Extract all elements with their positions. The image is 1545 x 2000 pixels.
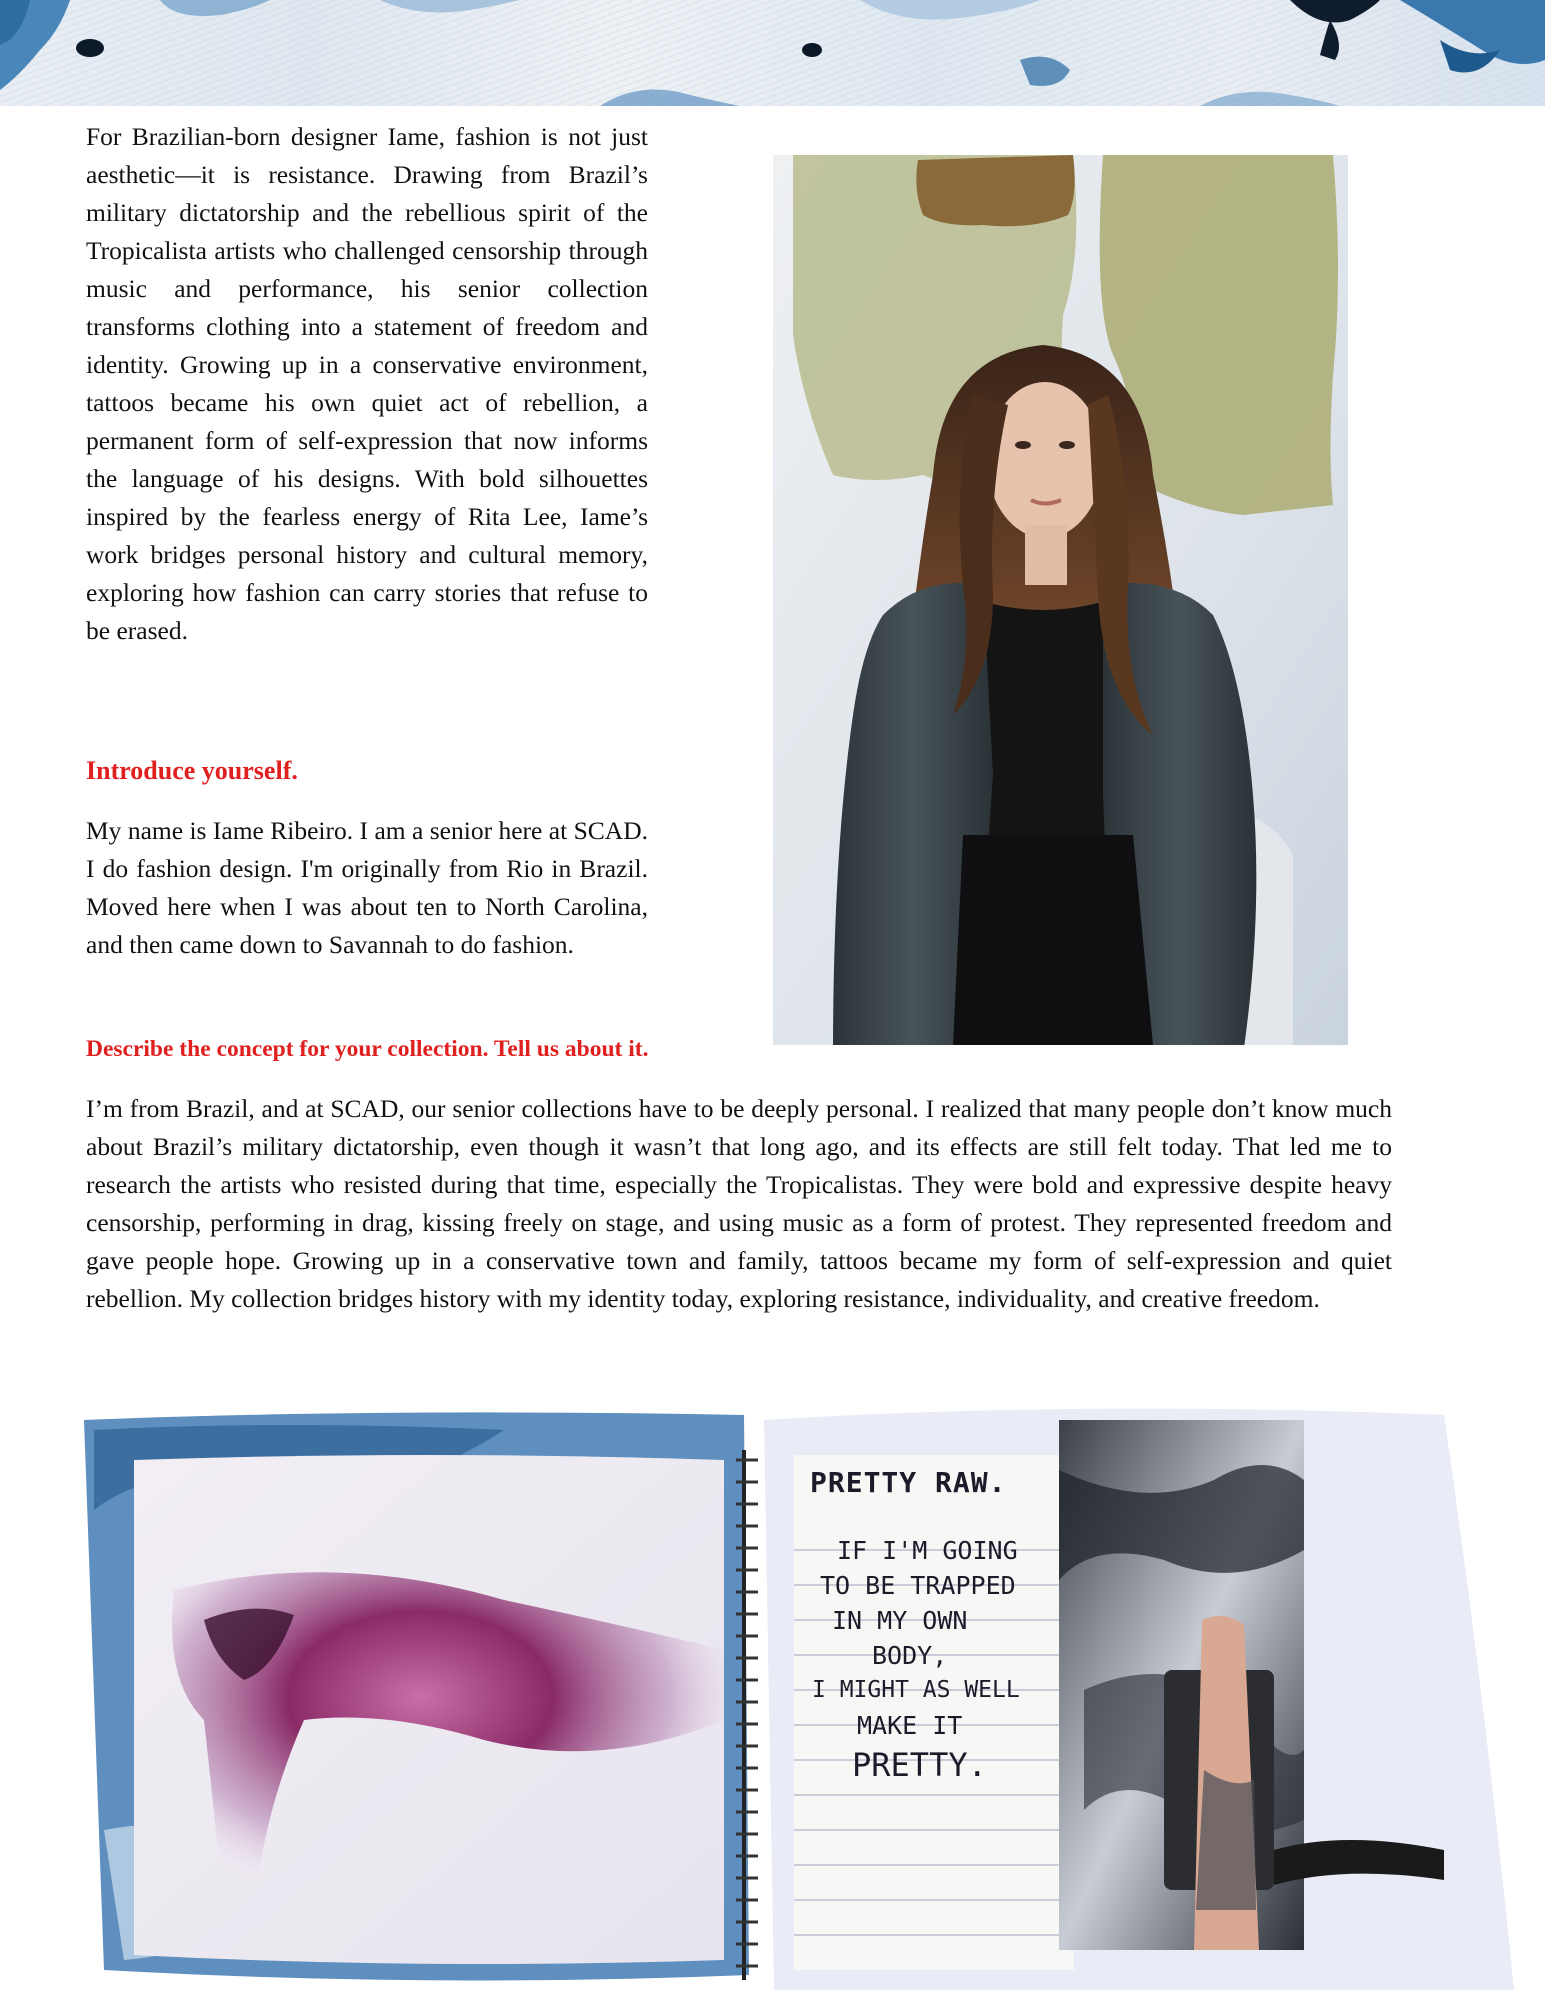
note-line: IN MY OWN — [832, 1606, 968, 1635]
header-banner-image — [0, 0, 1545, 106]
intro-paragraph: For Brazilian-born designer Iame, fashion is not just aesthetic—it is resistance. Drawing from Brazil’s military dictatorship and the rebellious spirit of the Tropicalista artists who challenged censorship through music and performance, his senior collection transforms clothing into a statement of freedom and identity. Growing up in a conservative environment, tattoos became his own quiet act of rebellion, a permanent form of self-expression that now informs the language of his designs. With bold silhouettes inspired by the fearless energy of Rita Lee, Iame’s work bridges personal history and cultural memory, exploring how fashion can carry stories that refuse to be erased. — [86, 122, 648, 645]
note-line: BODY, — [872, 1641, 948, 1670]
sketchbook-photo — [84, 1390, 1524, 1990]
note-line: TO BE TRAPPED — [820, 1571, 1016, 1600]
question-heading: Describe the concept for your collection. Tell us about it. — [86, 1036, 649, 1062]
answer-paragraph: My name is Iame Ribeiro. I am a senior here at SCAD. I do fashion design. I'm originally from Rio in Brazil. Moved here when I was about ten to North Carolina, and then came down to Savannah to do fashion. — [86, 816, 648, 959]
designer-portrait-photo — [773, 155, 1348, 1045]
sketchbook-note — [802, 1460, 1072, 1787]
note-line: PRETTY. — [852, 1746, 987, 1784]
note-line: IF I'M GOING — [837, 1536, 1018, 1565]
note-title: PRETTY RAW. — [810, 1466, 1007, 1499]
question-heading: Introduce yourself. — [86, 756, 298, 785]
answer-paragraph: I’m from Brazil, and at SCAD, our senior collections have to be deeply personal. I realized that many people don’t know much about Brazil’s military dictatorship, even though it wasn’t that long ago, and its effects are still felt today. That led me to research the artists who resisted during that time, especially the Tropicalistas. They were bold and expressive despite heavy censorship, performing in drag, kissing freely on stage, and using music as a form of protest. They represented freedom and gave people hope. Growing up in a conservative town and family, tattoos became my form of self-expression and quiet rebellion. My collection bridges history with my identity today, exploring resistance, individuality, and creative freedom. — [86, 1094, 1392, 1313]
note-line: MAKE IT — [857, 1711, 963, 1740]
note-line: I MIGHT AS WELL — [812, 1677, 1020, 1703]
